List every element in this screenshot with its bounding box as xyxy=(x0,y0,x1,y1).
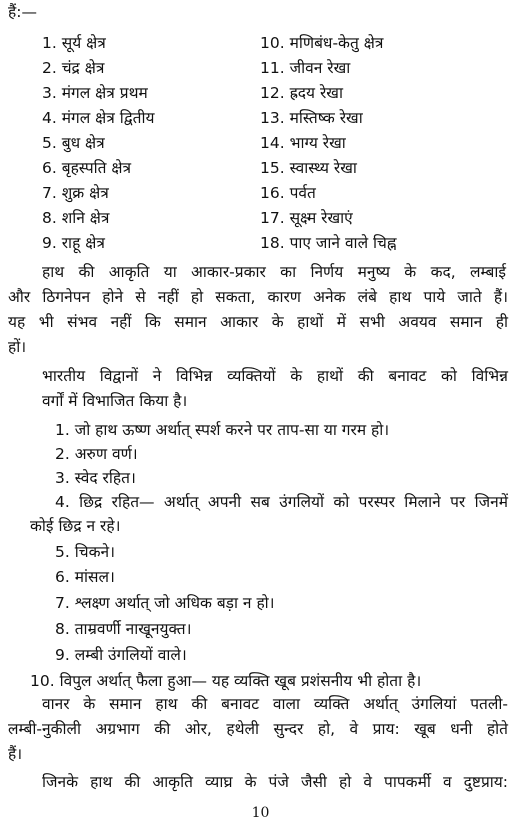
list-item: 7. श्लक्ष्ण अर्थात् जो अधिक बड़ा न हो। xyxy=(55,594,275,612)
list-item: 10. विपुल अर्थात् फैला हुआ— यह व्यक्ति खूब प्रशंसनीय भी होता है। xyxy=(30,672,422,690)
list-item: 2. चंद्र क्षेत्र xyxy=(42,59,105,77)
paragraph-line: लम्बी-नुकीली अग्रभाग की ओर, हथेली सुन्दर हो, वे प्राय: खूब धनी होते xyxy=(8,720,508,738)
list-item: 10. मणिबंध-केतु क्षेत्र xyxy=(260,34,384,52)
paragraph-line: वर्गों में विभाजित किया है। xyxy=(42,392,188,410)
list-item: 5. बुध क्षेत्र xyxy=(42,134,105,152)
list-item: 8. ताम्रवर्णी नाखूनयुक्त। xyxy=(55,620,192,638)
list-item: 4. मंगल क्षेत्र द्वितीय xyxy=(42,109,155,127)
paragraph-line: और ठिगनेपन होने से नहीं हो सकता, कारण अनेक लंबे हाथ पाये जाते हैं। xyxy=(8,288,508,306)
list-item: 3. स्वेद रहित। xyxy=(55,469,136,487)
paragraph-line: यह भी संभव नहीं कि समान आकार के हाथों में सभी अवयव समान ही xyxy=(8,313,508,331)
paragraph-line: जिनके हाथ की आकृति व्याघ्र के पंजे जैसी हो वे पापकर्मी व दुष्टप्राय: xyxy=(42,773,508,791)
paragraph-line: हैं। xyxy=(8,745,23,763)
page-number: 10 xyxy=(251,805,270,821)
paragraph-line: वानर के समान हाथ की बनावट वाला व्यक्ति अर्थात् उंगलियां पतली- xyxy=(42,695,508,713)
paragraph-line: हाथ की आकृति या आकार-प्रकार का निर्णय मनुष्य के कद, लम्बाई xyxy=(42,263,506,281)
list-item: 6. बृहस्पति क्षेत्र xyxy=(42,159,132,177)
list-item: 4. छिद्र रहित— अर्थात् अपनी सब उंगलियों को परस्पर मिलाने पर जिनमें xyxy=(55,493,508,511)
list-item: 1. सूर्य क्षेत्र xyxy=(42,34,106,52)
list-item: 3. मंगल क्षेत्र प्रथम xyxy=(42,84,148,102)
list-item: 15. स्वास्थ्य रेखा xyxy=(260,159,357,177)
list-item: 17. सूक्ष्म रेखाएं xyxy=(260,209,353,227)
list-item: 1. जो हाथ ऊष्ण अर्थात् स्पर्श करने पर ताप-सा या गरम हो। xyxy=(55,421,390,439)
paragraph-line: हों। xyxy=(8,338,27,356)
list-item: 7. शुक्र क्षेत्र xyxy=(42,184,109,202)
list-item: 9. लम्बी उंगलियों वाले। xyxy=(55,646,187,664)
list-item: 13. मस्तिष्क रेखा xyxy=(260,109,363,127)
intro-text: हैं:— xyxy=(8,3,37,21)
list-item: 9. राहू क्षेत्र xyxy=(42,234,105,252)
list-item: 12. ह्रदय रेखा xyxy=(260,84,343,102)
list-item: 2. अरुण वर्ण। xyxy=(55,445,138,463)
list-item-continuation: कोई छिद्र न रहे। xyxy=(30,517,121,535)
list-item: 14. भाग्य रेखा xyxy=(260,134,346,152)
list-item: 6. मांसल। xyxy=(55,568,115,586)
list-item: 8. शनि क्षेत्र xyxy=(42,209,110,227)
list-item: 18. पाए जाने वाले चिह्न xyxy=(260,234,397,252)
paragraph-line: भारतीय विद्वानों ने विभिन्न व्यक्तियों के हाथों की बनावट को विभिन्न xyxy=(42,367,508,385)
list-item: 16. पर्वत xyxy=(260,184,316,202)
list-item: 11. जीवन रेखा xyxy=(260,59,351,77)
list-item: 5. चिकने। xyxy=(55,543,115,561)
